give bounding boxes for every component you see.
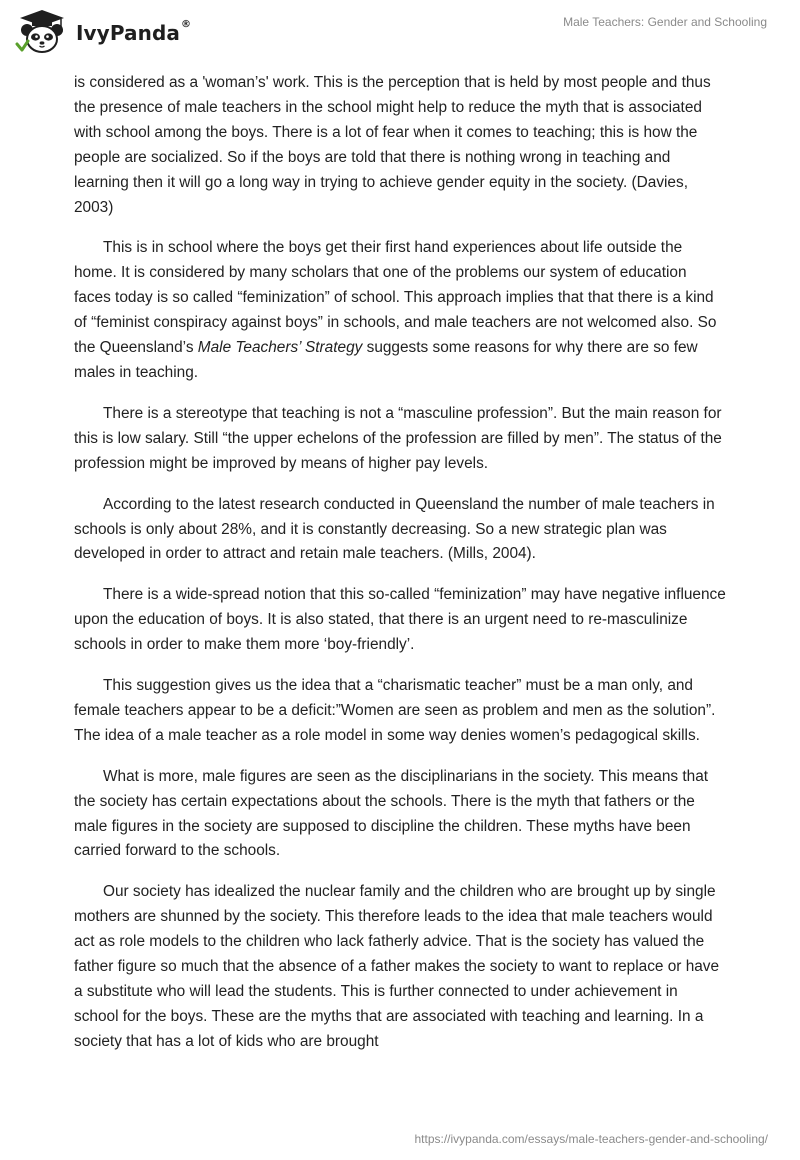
brand-name: IvyPanda® bbox=[76, 19, 192, 45]
paragraph: This suggestion gives us the idea that a “charismatic teacher” must be a man only, and female teachers appear to be a deficit:”Women are seen as problem and men as the solution”. The idea of a male teacher as a role model in some way denies women’s pedagogical skills. bbox=[74, 677, 716, 744]
paragraph: is considered as a 'woman’s' work. This is the perception that is held by most people and thus the presence of male teachers in the school might help to reduce the myth that is associated with school among the boys. There is a lot of fear when it comes to teaching; this is how the people are socialized. So if the boys are told that there is nothing wrong in teaching and learning then it will go a long way in trying to achieve gender equity in the society. (Davies, 2003) bbox=[74, 74, 711, 216]
page-header bbox=[0, 0, 800, 64]
ivypanda-logo[interactable] bbox=[14, 8, 191, 56]
panda-graduate-icon bbox=[14, 8, 70, 56]
source-url[interactable]: https://ivypanda.com/essays/male-teachers-gender-and-schooling/ bbox=[414, 1132, 768, 1146]
strategy-title: Male Teachers’ Strategy bbox=[197, 339, 363, 357]
paragraph: There is a stereotype that teaching is not a “masculine profession”. But the main reason for this is low salary. Still “the upper echelons of the profession are filled by men”. The status of the profession might be improved by means of higher pay levels. bbox=[74, 404, 722, 472]
paragraph: According to the latest research conducted in Queensland the number of male teachers in schools is only about 28%, and it is constantly decreasing. So a new strategic plan was developed in order to attract and retain male teachers. (Mills, 2004). bbox=[74, 495, 715, 563]
document-title: Male Teachers: Gender and Schooling bbox=[563, 15, 767, 29]
paragraph: There is a wide-spread notion that this so-called “feminization” may have negative influence upon the education of boys. It is also stated, that there is an urgent need to re-masculinize schools in order to make them more ‘boy-friendly’. bbox=[74, 586, 726, 654]
paragraph: What is more, male figures are seen as the disciplinarians in the society. This means that the society has certain expectations about the schools. There is the myth that fathers or the male figures in the society are supposed to discipline the children. These myths have been carried forward to the schools. bbox=[74, 767, 709, 860]
paragraph: This is in school where the boys get their first hand experiences about life outside the home. It is considered by many scholars that one of the problems our system of education faces today is so called “feminization” of school. This approach implies that that there is a kind of “feminist conspiracy against boys” in schools, and male teachers are not welcomed also. So the Queensland’s Male Teachers’ Strategy suggests some reasons for why there are so few males in teaching. bbox=[74, 239, 717, 381]
essay-body bbox=[74, 71, 726, 1055]
paragraph: Our society has idealized the nuclear family and the children who are brought up by single mothers are shunned by the society. This therefore leads to the idea that male teachers would act as role models to the children who lack fatherly advice. That is the society has valued the father figure so much that the absence of a father makes the society to want to replace or have a substitute who will lead the students. This is further connected to under achievement in school for the boys. These are the myths that are associated with teaching and learning. In a society that has a lot of kids who are brought bbox=[74, 883, 720, 1050]
registered-mark: ® bbox=[180, 19, 192, 30]
